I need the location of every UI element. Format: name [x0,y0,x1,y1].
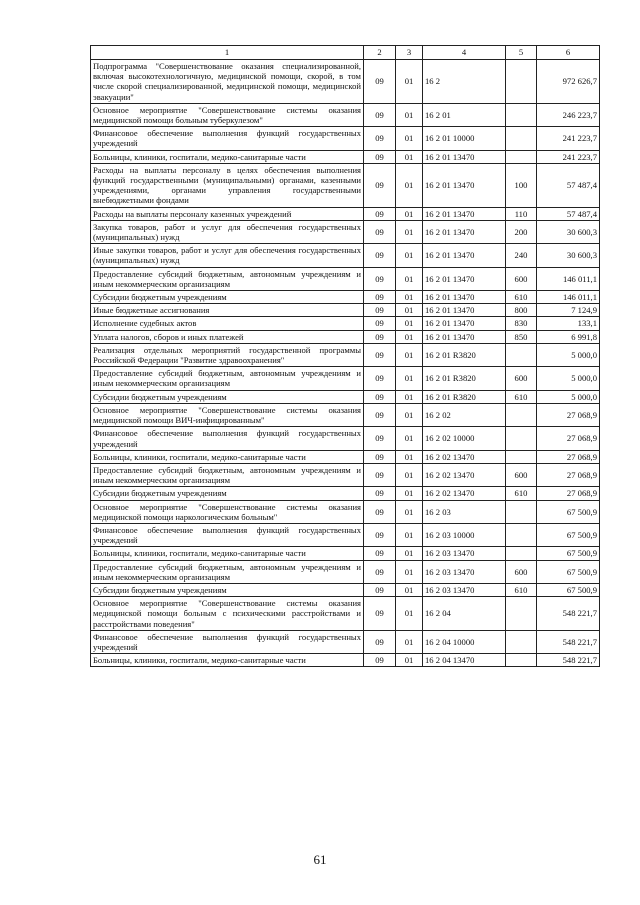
row-subsection: 01 [396,304,423,317]
row-description: Субсидии бюджетным учреждениям [91,487,364,500]
row-section: 09 [364,403,396,426]
row-target-article: 16 2 01 13470 [423,330,506,343]
row-section: 09 [364,583,396,596]
table-row [91,60,600,104]
row-amount: 246 223,7 [537,103,600,126]
row-amount: 6 991,8 [537,330,600,343]
table-row [91,427,600,450]
row-section: 09 [364,60,396,104]
row-amount: 5 000,0 [537,343,600,366]
row-expense-type: 850 [506,330,537,343]
row-section: 09 [364,560,396,583]
row-subsection: 01 [396,103,423,126]
row-expense-type [506,60,537,104]
row-description: Больницы, клиники, госпитали, медико-санитарные части [91,150,364,163]
row-description: Субсидии бюджетным учреждениям [91,390,364,403]
table-row [91,317,600,330]
row-expense-type [506,403,537,426]
row-expense-type: 600 [506,463,537,486]
row-subsection: 01 [396,523,423,546]
row-expense-type [506,500,537,523]
row-amount: 67 500,9 [537,583,600,596]
row-expense-type [506,150,537,163]
table-row [91,207,600,220]
row-amount: 30 600,3 [537,244,600,267]
table-row [91,500,600,523]
row-section: 09 [364,390,396,403]
table-row [91,583,600,596]
row-section: 09 [364,317,396,330]
row-target-article: 16 2 01 [423,103,506,126]
row-description: Подпрограмма "Совершенствование оказания специализированной, включая высокотехнологичную, медицинской помощи, скорой, в том числе скорой специализированной, медицинской помощи, медицинской эвакуации" [91,60,364,104]
row-target-article: 16 2 [423,60,506,104]
row-description: Финансовое обеспечение выполнения функций государственных учреждений [91,127,364,150]
row-subsection: 01 [396,463,423,486]
row-description: Субсидии бюджетным учреждениям [91,583,364,596]
table-row [91,487,600,500]
table-row [91,403,600,426]
row-amount: 241 223,7 [537,150,600,163]
row-subsection: 01 [396,150,423,163]
row-amount: 67 500,9 [537,523,600,546]
row-description: Больницы, клиники, госпитали, медико-санитарные части [91,450,364,463]
table-row [91,103,600,126]
column-header: 4 [423,46,506,60]
row-description: Основное мероприятие "Совершенствование системы оказания медицинской помощи ВИЧ-инфицированным" [91,403,364,426]
row-expense-type [506,547,537,560]
row-amount: 972 626,7 [537,60,600,104]
row-subsection: 01 [396,487,423,500]
row-subsection: 01 [396,547,423,560]
row-description: Предоставление субсидий бюджетным, автономным учреждениям и иным некоммерческим организациям [91,267,364,290]
row-expense-type: 600 [506,560,537,583]
row-target-article: 16 2 01 13470 [423,291,506,304]
row-expense-type: 830 [506,317,537,330]
row-expense-type [506,523,537,546]
row-description: Предоставление субсидий бюджетным, автономным учреждениям и иным некоммерческим организациям [91,560,364,583]
row-target-article: 16 2 02 13470 [423,450,506,463]
row-section: 09 [364,450,396,463]
table-row [91,150,600,163]
table-row [91,127,600,150]
row-target-article: 16 2 04 10000 [423,630,506,653]
row-amount: 548 221,7 [537,654,600,667]
row-subsection: 01 [396,583,423,596]
row-description: Иные бюджетные ассигнования [91,304,364,317]
table-row [91,220,600,243]
row-subsection: 01 [396,560,423,583]
row-subsection: 01 [396,267,423,290]
row-expense-type: 610 [506,291,537,304]
row-expense-type [506,630,537,653]
row-subsection: 01 [396,390,423,403]
row-amount: 57 487,4 [537,207,600,220]
row-expense-type: 610 [506,487,537,500]
table-body [91,60,600,667]
row-subsection: 01 [396,630,423,653]
row-target-article: 16 2 03 13470 [423,547,506,560]
row-description: Основное мероприятие "Совершенствование системы оказания медицинской помощи больным с психическими расстройствами и расстройствами поведения" [91,597,364,631]
row-amount: 27 068,9 [537,463,600,486]
table-row [91,304,600,317]
table-header-row [91,46,600,60]
table-row [91,343,600,366]
row-section: 09 [364,427,396,450]
row-section: 09 [364,523,396,546]
column-header: 5 [506,46,537,60]
row-amount: 27 068,9 [537,487,600,500]
row-section: 09 [364,304,396,317]
row-section: 09 [364,150,396,163]
row-target-article: 16 2 01 13470 [423,163,506,207]
row-subsection: 01 [396,343,423,366]
row-section: 09 [364,163,396,207]
row-description: Основное мероприятие "Совершенствование системы оказания медицинской помощи наркологическим больным" [91,500,364,523]
row-target-article: 16 2 03 13470 [423,560,506,583]
row-expense-type: 200 [506,220,537,243]
row-description: Больницы, клиники, госпитали, медико-санитарные части [91,547,364,560]
row-subsection: 01 [396,207,423,220]
row-target-article: 16 2 01 13470 [423,304,506,317]
row-amount: 146 011,1 [537,267,600,290]
column-header: 1 [91,46,364,60]
row-section: 09 [364,127,396,150]
row-subsection: 01 [396,500,423,523]
row-target-article: 16 2 03 13470 [423,583,506,596]
row-description: Финансовое обеспечение выполнения функций государственных учреждений [91,523,364,546]
row-expense-type [506,450,537,463]
row-target-article: 16 2 02 [423,403,506,426]
row-description: Основное мероприятие "Совершенствование системы оказания медицинской помощи больным туберкулезом" [91,103,364,126]
row-description: Расходы на выплаты персоналу казенных учреждений [91,207,364,220]
row-subsection: 01 [396,367,423,390]
row-expense-type [506,127,537,150]
row-section: 09 [364,463,396,486]
row-amount: 27 068,9 [537,403,600,426]
row-expense-type: 100 [506,163,537,207]
row-amount: 30 600,3 [537,220,600,243]
row-section: 09 [364,291,396,304]
row-section: 09 [364,654,396,667]
table-row [91,367,600,390]
row-description: Финансовое обеспечение выполнения функций государственных учреждений [91,630,364,653]
row-amount: 241 223,7 [537,127,600,150]
row-amount: 27 068,9 [537,450,600,463]
table-row [91,547,600,560]
row-subsection: 01 [396,427,423,450]
row-section: 09 [364,500,396,523]
row-amount: 27 068,9 [537,427,600,450]
row-expense-type [506,597,537,631]
row-subsection: 01 [396,291,423,304]
row-expense-type: 800 [506,304,537,317]
row-target-article: 16 2 01 13470 [423,244,506,267]
row-target-article: 16 2 01 R3820 [423,343,506,366]
row-target-article: 16 2 01 13470 [423,220,506,243]
row-description: Субсидии бюджетным учреждениям [91,291,364,304]
row-amount: 146 011,1 [537,291,600,304]
row-amount: 67 500,9 [537,500,600,523]
row-target-article: 16 2 03 [423,500,506,523]
row-section: 09 [364,267,396,290]
row-subsection: 01 [396,244,423,267]
row-target-article: 16 2 01 13470 [423,267,506,290]
column-header: 2 [364,46,396,60]
row-section: 09 [364,597,396,631]
row-target-article: 16 2 01 13470 [423,150,506,163]
row-subsection: 01 [396,654,423,667]
row-expense-type [506,654,537,667]
row-target-article: 16 2 01 R3820 [423,367,506,390]
row-subsection: 01 [396,450,423,463]
row-amount: 548 221,7 [537,630,600,653]
row-amount: 133,1 [537,317,600,330]
row-section: 09 [364,330,396,343]
row-subsection: 01 [396,403,423,426]
row-target-article: 16 2 01 13470 [423,317,506,330]
row-description: Предоставление субсидий бюджетным, автономным учреждениям и иным некоммерческим организациям [91,367,364,390]
row-section: 09 [364,220,396,243]
row-description: Исполнение судебных актов [91,317,364,330]
row-expense-type: 610 [506,390,537,403]
column-header: 3 [396,46,423,60]
row-description: Финансовое обеспечение выполнения функций государственных учреждений [91,427,364,450]
row-description: Закупка товаров, работ и услуг для обеспечения государственных (муниципальных) нужд [91,220,364,243]
row-subsection: 01 [396,127,423,150]
row-expense-type: 600 [506,267,537,290]
row-target-article: 16 2 02 13470 [423,463,506,486]
row-description: Уплата налогов, сборов и иных платежей [91,330,364,343]
table-row [91,654,600,667]
row-target-article: 16 2 03 10000 [423,523,506,546]
row-target-article: 16 2 01 R3820 [423,390,506,403]
row-target-article: 16 2 04 [423,597,506,631]
row-amount: 5 000,0 [537,390,600,403]
row-expense-type: 240 [506,244,537,267]
row-expense-type: 110 [506,207,537,220]
row-amount: 67 500,9 [537,547,600,560]
row-section: 09 [364,487,396,500]
table-row [91,523,600,546]
row-subsection: 01 [396,220,423,243]
row-amount: 7 124,9 [537,304,600,317]
row-description: Больницы, клиники, госпитали, медико-санитарные части [91,654,364,667]
row-amount: 5 000,0 [537,367,600,390]
column-header: 6 [537,46,600,60]
row-target-article: 16 2 02 13470 [423,487,506,500]
page-number: 61 [313,852,327,867]
row-subsection: 01 [396,597,423,631]
row-section: 09 [364,207,396,220]
table-row [91,244,600,267]
table-row [91,450,600,463]
table-row [91,597,600,631]
row-amount: 57 487,4 [537,163,600,207]
row-expense-type: 600 [506,367,537,390]
table-row [91,163,600,207]
row-subsection: 01 [396,330,423,343]
budget-table [90,45,600,667]
row-expense-type [506,103,537,126]
row-section: 09 [364,103,396,126]
table-row [91,267,600,290]
row-target-article: 16 2 01 13470 [423,207,506,220]
row-section: 09 [364,244,396,267]
row-amount: 67 500,9 [537,560,600,583]
row-subsection: 01 [396,163,423,207]
table-row [91,330,600,343]
table-row [91,630,600,653]
row-target-article: 16 2 04 13470 [423,654,506,667]
row-subsection: 01 [396,317,423,330]
row-expense-type [506,343,537,366]
row-description: Предоставление субсидий бюджетным, автономным учреждениям и иным некоммерческим организациям [91,463,364,486]
row-section: 09 [364,630,396,653]
table-row [91,560,600,583]
table-row [91,291,600,304]
row-target-article: 16 2 02 10000 [423,427,506,450]
row-section: 09 [364,343,396,366]
row-description: Расходы на выплаты персоналу в целях обеспечения выполнения функций государственными (муниципальными) органами, казенными учреждениями, органами управления государственными внебюджетными фондами [91,163,364,207]
table-row [91,463,600,486]
row-description: Реализация отдельных мероприятий государственной программы Российской Федерации "Развитие здравоохранения" [91,343,364,366]
row-target-article: 16 2 01 10000 [423,127,506,150]
row-expense-type: 610 [506,583,537,596]
row-section: 09 [364,367,396,390]
row-expense-type [506,427,537,450]
row-subsection: 01 [396,60,423,104]
table-row [91,390,600,403]
row-amount: 548 221,7 [537,597,600,631]
row-section: 09 [364,547,396,560]
row-description: Иные закупки товаров, работ и услуг для обеспечения государственных (муниципальных) нужд [91,244,364,267]
